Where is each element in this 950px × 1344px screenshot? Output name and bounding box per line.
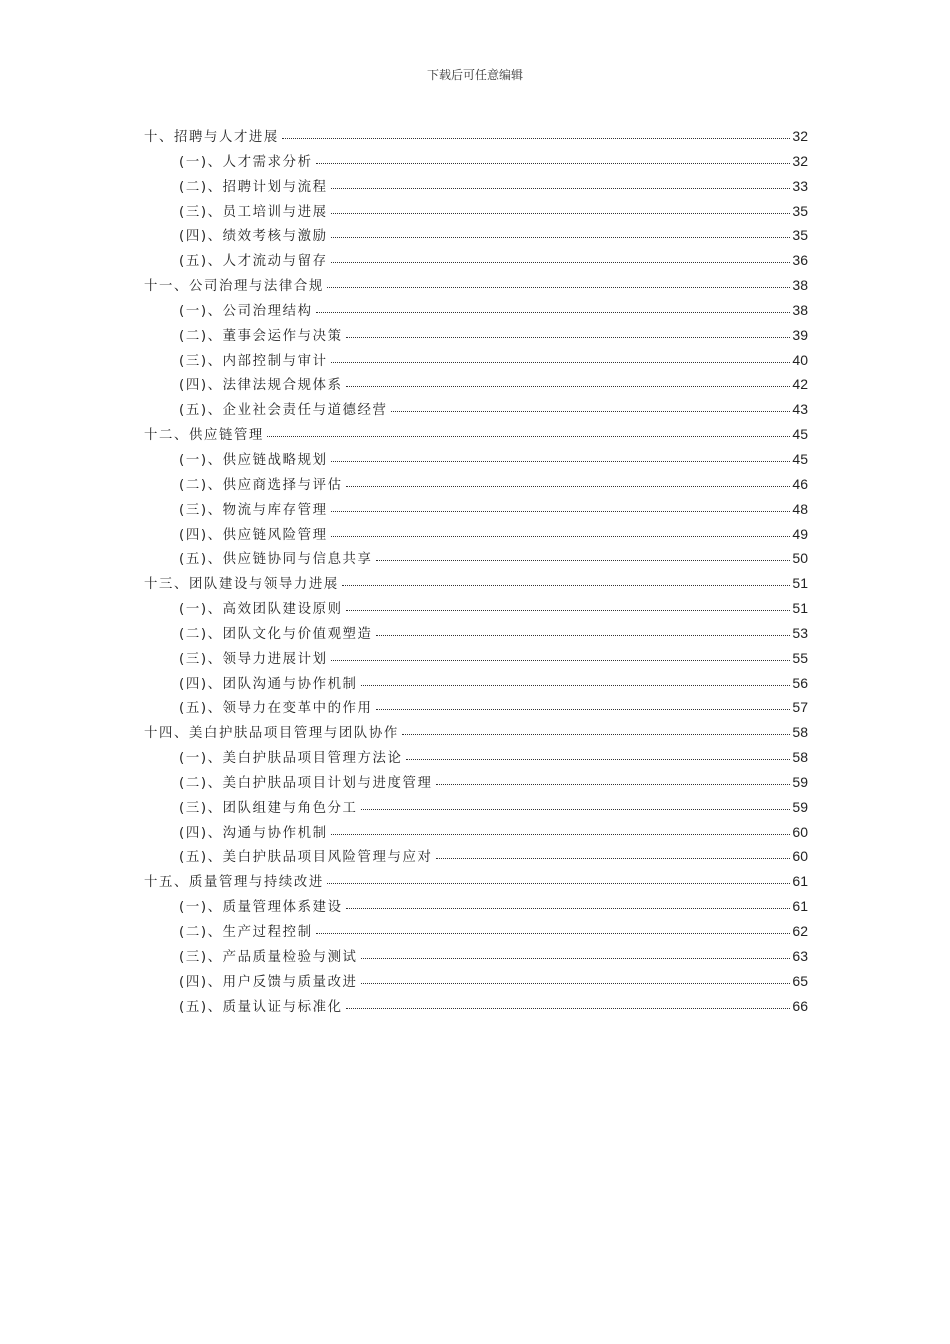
toc-section-entry[interactable] — [144, 673, 808, 698]
toc-entry-title: (三)、领导力进展计划 — [179, 651, 328, 667]
toc-entry-page-number: 32 — [792, 152, 808, 169]
toc-entry-page-number: 33 — [792, 177, 808, 194]
toc-dot-leader — [316, 933, 791, 934]
toc-entry-title: (一)、供应链战略规划 — [179, 452, 328, 468]
toc-entry-page-number: 59 — [792, 773, 808, 790]
toc-section-entry[interactable] — [144, 151, 808, 176]
toc-dot-leader — [267, 436, 790, 437]
toc-entry-title: (五)、领导力在变革中的作用 — [179, 701, 373, 717]
toc-dot-leader — [346, 908, 791, 909]
toc-entry-page-number: 58 — [792, 749, 808, 766]
toc-chapter-entry[interactable] — [144, 126, 808, 151]
toc-section-entry[interactable] — [144, 648, 808, 673]
toc-dot-leader — [346, 337, 791, 338]
toc-entry-page-number: 38 — [792, 277, 808, 294]
toc-section-entry[interactable] — [144, 971, 808, 996]
toc-section-entry[interactable] — [144, 300, 808, 325]
toc-dot-leader — [331, 536, 791, 537]
toc-entry-title: (四)、沟通与协作机制 — [179, 825, 328, 841]
toc-entry-title: (四)、团队沟通与协作机制 — [179, 676, 358, 692]
toc-dot-leader — [331, 511, 791, 512]
toc-entry-title: (四)、绩效考核与激励 — [179, 229, 328, 245]
toc-entry-page-number: 40 — [792, 351, 808, 368]
toc-dot-leader — [346, 1008, 791, 1009]
toc-entry-title: (五)、人才流动与留存 — [179, 254, 328, 270]
toc-section-entry[interactable] — [144, 474, 808, 499]
toc-entry-page-number: 51 — [792, 575, 808, 592]
toc-entry-page-number: 45 — [792, 426, 808, 443]
toc-entry-title: (四)、法律法规合规体系 — [179, 378, 343, 394]
toc-section-entry[interactable] — [144, 623, 808, 648]
toc-dot-leader — [316, 163, 791, 164]
toc-dot-leader — [361, 983, 791, 984]
table-of-contents — [144, 126, 808, 1020]
toc-dot-leader — [331, 362, 791, 363]
toc-section-entry[interactable] — [144, 747, 808, 772]
toc-entry-page-number: 58 — [792, 724, 808, 741]
toc-section-entry[interactable] — [144, 548, 808, 573]
toc-section-entry[interactable] — [144, 772, 808, 797]
toc-dot-leader — [342, 585, 791, 586]
toc-entry-title: (一)、美白护肤品项目管理方法论 — [179, 751, 403, 767]
toc-entry-title: (三)、团队组建与角色分工 — [179, 800, 358, 816]
toc-section-entry[interactable] — [144, 797, 808, 822]
toc-entry-page-number: 46 — [792, 475, 808, 492]
toc-dot-leader — [331, 262, 791, 263]
toc-entry-page-number: 63 — [792, 947, 808, 964]
toc-entry-page-number: 65 — [792, 972, 808, 989]
toc-entry-page-number: 51 — [792, 600, 808, 617]
toc-entry-title: (二)、生产过程控制 — [179, 925, 313, 940]
toc-section-entry[interactable] — [144, 499, 808, 524]
toc-dot-leader — [327, 287, 791, 288]
toc-entry-title: (五)、供应链协同与信息共享 — [179, 552, 373, 568]
toc-entry-page-number: 66 — [792, 997, 808, 1014]
toc-dot-leader — [391, 411, 791, 412]
toc-entry-title: 十、招聘与人才进展 — [144, 130, 279, 145]
toc-dot-leader — [361, 685, 791, 686]
toc-section-entry[interactable] — [144, 325, 808, 350]
toc-entry-title: (一)、质量管理体系建设 — [179, 900, 343, 916]
toc-dot-leader — [376, 560, 791, 561]
toc-entry-page-number: 45 — [792, 450, 808, 467]
toc-section-entry[interactable] — [144, 449, 808, 474]
toc-dot-leader — [406, 759, 791, 760]
toc-section-entry[interactable] — [144, 524, 808, 549]
toc-entry-title: (四)、用户反馈与质量改进 — [179, 974, 358, 990]
toc-entry-title: (二)、团队文化与价值观塑造 — [179, 626, 373, 642]
toc-entry-page-number: 39 — [792, 326, 808, 343]
toc-entry-page-number: 60 — [792, 848, 808, 865]
toc-section-entry[interactable] — [144, 697, 808, 722]
toc-section-entry[interactable] — [144, 201, 808, 226]
toc-entry-page-number: 43 — [792, 401, 808, 418]
toc-section-entry[interactable] — [144, 350, 808, 375]
toc-dot-leader — [316, 312, 791, 313]
toc-section-entry[interactable] — [144, 946, 808, 971]
toc-chapter-entry[interactable] — [144, 424, 808, 449]
toc-entry-page-number: 60 — [792, 823, 808, 840]
toc-dot-leader — [331, 213, 791, 214]
toc-entry-page-number: 35 — [792, 227, 808, 244]
toc-entry-title: (一)、高效团队建设原则 — [179, 602, 343, 618]
toc-section-entry[interactable] — [144, 846, 808, 871]
toc-entry-title: 十四、美白护肤品项目管理与团队协作 — [144, 726, 399, 742]
toc-dot-leader — [331, 461, 791, 462]
toc-dot-leader — [346, 610, 791, 611]
toc-dot-leader — [346, 486, 791, 487]
toc-entry-title: 十一、公司治理与法律合规 — [144, 279, 324, 295]
toc-dot-leader — [282, 138, 791, 139]
toc-entry-page-number: 61 — [792, 898, 808, 915]
toc-section-entry[interactable] — [144, 822, 808, 847]
toc-chapter-entry[interactable] — [144, 722, 808, 747]
toc-entry-title: (一)、公司治理结构 — [179, 303, 313, 319]
toc-entry-page-number: 38 — [792, 301, 808, 318]
toc-entry-title: (二)、招聘计划与流程 — [179, 179, 328, 195]
toc-section-entry[interactable] — [144, 374, 808, 399]
toc-entry-page-number: 36 — [792, 252, 808, 269]
toc-chapter-entry[interactable] — [144, 573, 808, 598]
toc-entry-title: (二)、供应商选择与评估 — [179, 477, 343, 493]
toc-dot-leader — [436, 858, 791, 859]
toc-dot-leader — [327, 883, 791, 884]
toc-dot-leader — [436, 784, 791, 785]
toc-entry-page-number: 56 — [792, 674, 808, 691]
toc-entry-title: (一)、人才需求分析 — [179, 154, 313, 170]
toc-entry-title: (四)、供应链风险管理 — [179, 527, 328, 543]
toc-dot-leader — [331, 660, 791, 661]
toc-entry-title: (三)、物流与库存管理 — [179, 502, 328, 518]
toc-section-entry[interactable] — [144, 896, 808, 921]
toc-section-entry[interactable] — [144, 996, 808, 1021]
toc-section-entry[interactable] — [144, 250, 808, 275]
toc-entry-title: 十三、团队建设与领导力进展 — [144, 577, 339, 593]
toc-dot-leader — [331, 237, 791, 238]
toc-entry-page-number: 35 — [792, 202, 808, 219]
toc-dot-leader — [331, 188, 791, 189]
toc-entry-title: (三)、员工培训与进展 — [179, 204, 328, 220]
toc-entry-page-number: 53 — [792, 624, 808, 641]
toc-entry-title: (二)、董事会运作与决策 — [179, 328, 343, 344]
toc-section-entry[interactable] — [144, 176, 808, 201]
toc-dot-leader — [376, 635, 791, 636]
toc-dot-leader — [376, 709, 791, 710]
toc-chapter-entry[interactable] — [144, 871, 808, 896]
toc-entry-page-number: 62 — [792, 923, 808, 939]
toc-entry-title: 十五、质量管理与持续改进 — [144, 875, 324, 891]
toc-chapter-entry[interactable] — [144, 275, 808, 300]
toc-entry-title: (三)、产品质量检验与测试 — [179, 949, 358, 965]
toc-dot-leader — [361, 958, 791, 959]
page-header: 下载后可任意编辑 — [426, 68, 523, 82]
toc-entry-title: (五)、企业社会责任与道德经营 — [179, 403, 388, 419]
toc-section-entry[interactable] — [144, 598, 808, 623]
toc-entry-page-number: 49 — [792, 525, 808, 542]
toc-section-entry[interactable] — [144, 225, 808, 250]
toc-dot-leader — [346, 386, 791, 387]
toc-dot-leader — [331, 834, 791, 835]
toc-dot-leader — [402, 734, 791, 735]
toc-entry-page-number: 57 — [792, 699, 808, 716]
toc-entry-page-number: 61 — [792, 873, 808, 890]
toc-entry-page-number: 50 — [792, 550, 808, 567]
toc-entry-page-number: 42 — [792, 376, 808, 393]
toc-dot-leader — [361, 809, 791, 810]
toc-section-entry[interactable] — [144, 399, 808, 424]
toc-entry-title: (五)、质量认证与标准化 — [179, 999, 343, 1015]
toc-entry-page-number: 32 — [792, 128, 808, 144]
toc-entry-title: (三)、内部控制与审计 — [179, 353, 328, 369]
toc-entry-page-number: 48 — [792, 500, 808, 517]
toc-entry-title: (五)、美白护肤品项目风险管理与应对 — [179, 850, 433, 866]
toc-section-entry[interactable] — [144, 921, 808, 946]
toc-entry-title: (二)、美白护肤品项目计划与进度管理 — [179, 775, 433, 791]
toc-entry-page-number: 59 — [792, 798, 808, 815]
toc-entry-page-number: 55 — [792, 649, 808, 666]
toc-entry-title: 十二、供应链管理 — [144, 428, 264, 444]
